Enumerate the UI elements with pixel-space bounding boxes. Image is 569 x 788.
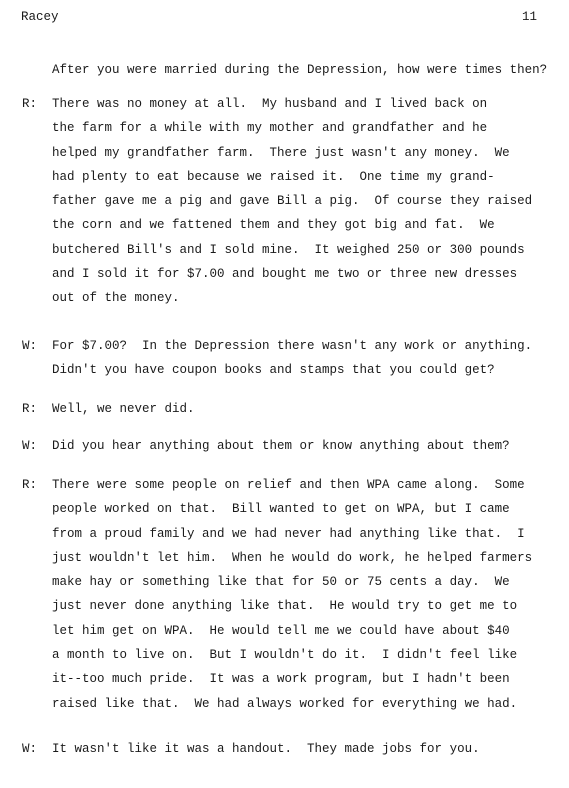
speaker-label: W:: [22, 742, 38, 756]
speaker-label: R:: [22, 97, 38, 111]
text-line: For $7.00? In the Depression there wasn't any work or anything.: [52, 339, 533, 353]
text-line: from a proud family and we had never had anything like that. I: [52, 526, 525, 541]
text-line: make hay or something like that for 50 or 75 cents a day. We: [52, 575, 510, 590]
intro-question-text: [52, 58, 562, 82]
text-line: helped my grandfather farm. There just wasn't any money. We: [52, 145, 510, 160]
header-interviewee-name: Racey: [21, 10, 59, 24]
text-line: people worked on that. Bill wanted to get on WPA, but I came: [52, 502, 510, 517]
text-line: father gave me a pig and gave Bill a pig. Of course they raised: [52, 194, 533, 209]
text-line: Did you hear anything about them or know anything about them?: [52, 439, 510, 453]
text-line: a month to live on. But I wouldn't do it. I didn't feel like: [52, 648, 518, 663]
text-line: Didn't you have coupon books and stamps that you could get?: [52, 363, 495, 378]
text-line: Well, we never did.: [52, 402, 195, 416]
text-line: just never done anything like that. He would try to get me to: [52, 599, 518, 614]
text-line: let him get on WPA. He would tell me we could have about $40: [52, 623, 510, 638]
text-line: After you were married during the Depression, how were times then?: [52, 63, 548, 77]
text-line: it--too much pride. It was a work program, but I hadn't been: [52, 672, 510, 687]
text-line: It wasn't like it was a handout. They made jobs for you.: [52, 742, 480, 756]
text-line: the corn and we fattened them and they got big and fat. We: [52, 218, 495, 233]
dialogue-text: [52, 92, 562, 311]
text-line: out of the money.: [52, 291, 180, 306]
text-line: There were some people on relief and then WPA came along. Some: [52, 478, 525, 492]
text-line: butchered Bill's and I sold mine. It weighed 250 or 300 pounds: [52, 242, 525, 257]
dialogue-text: [52, 397, 562, 421]
text-line: raised like that. We had always worked for everything we had.: [52, 696, 518, 711]
dialogue-text: [52, 434, 562, 458]
dialogue-text: [52, 737, 562, 761]
text-line: and I sold it for $7.00 and bought me two or three new dresses: [52, 267, 518, 282]
speaker-label: R:: [22, 402, 38, 416]
speaker-label: W:: [22, 439, 38, 453]
speaker-label: W:: [22, 339, 38, 353]
dialogue-text: [52, 334, 562, 383]
page-number: 11: [522, 10, 538, 24]
dialogue-text: [52, 473, 562, 716]
text-line: just wouldn't let him. When he would do work, he helped farmers: [52, 550, 533, 565]
speaker-label: R:: [22, 478, 38, 492]
text-line: had plenty to eat because we raised it. One time my grand-: [52, 169, 495, 184]
text-line: the farm for a while with my mother and grandfather and he: [52, 121, 488, 136]
text-line: There was no money at all. My husband and I lived back on: [52, 97, 488, 111]
